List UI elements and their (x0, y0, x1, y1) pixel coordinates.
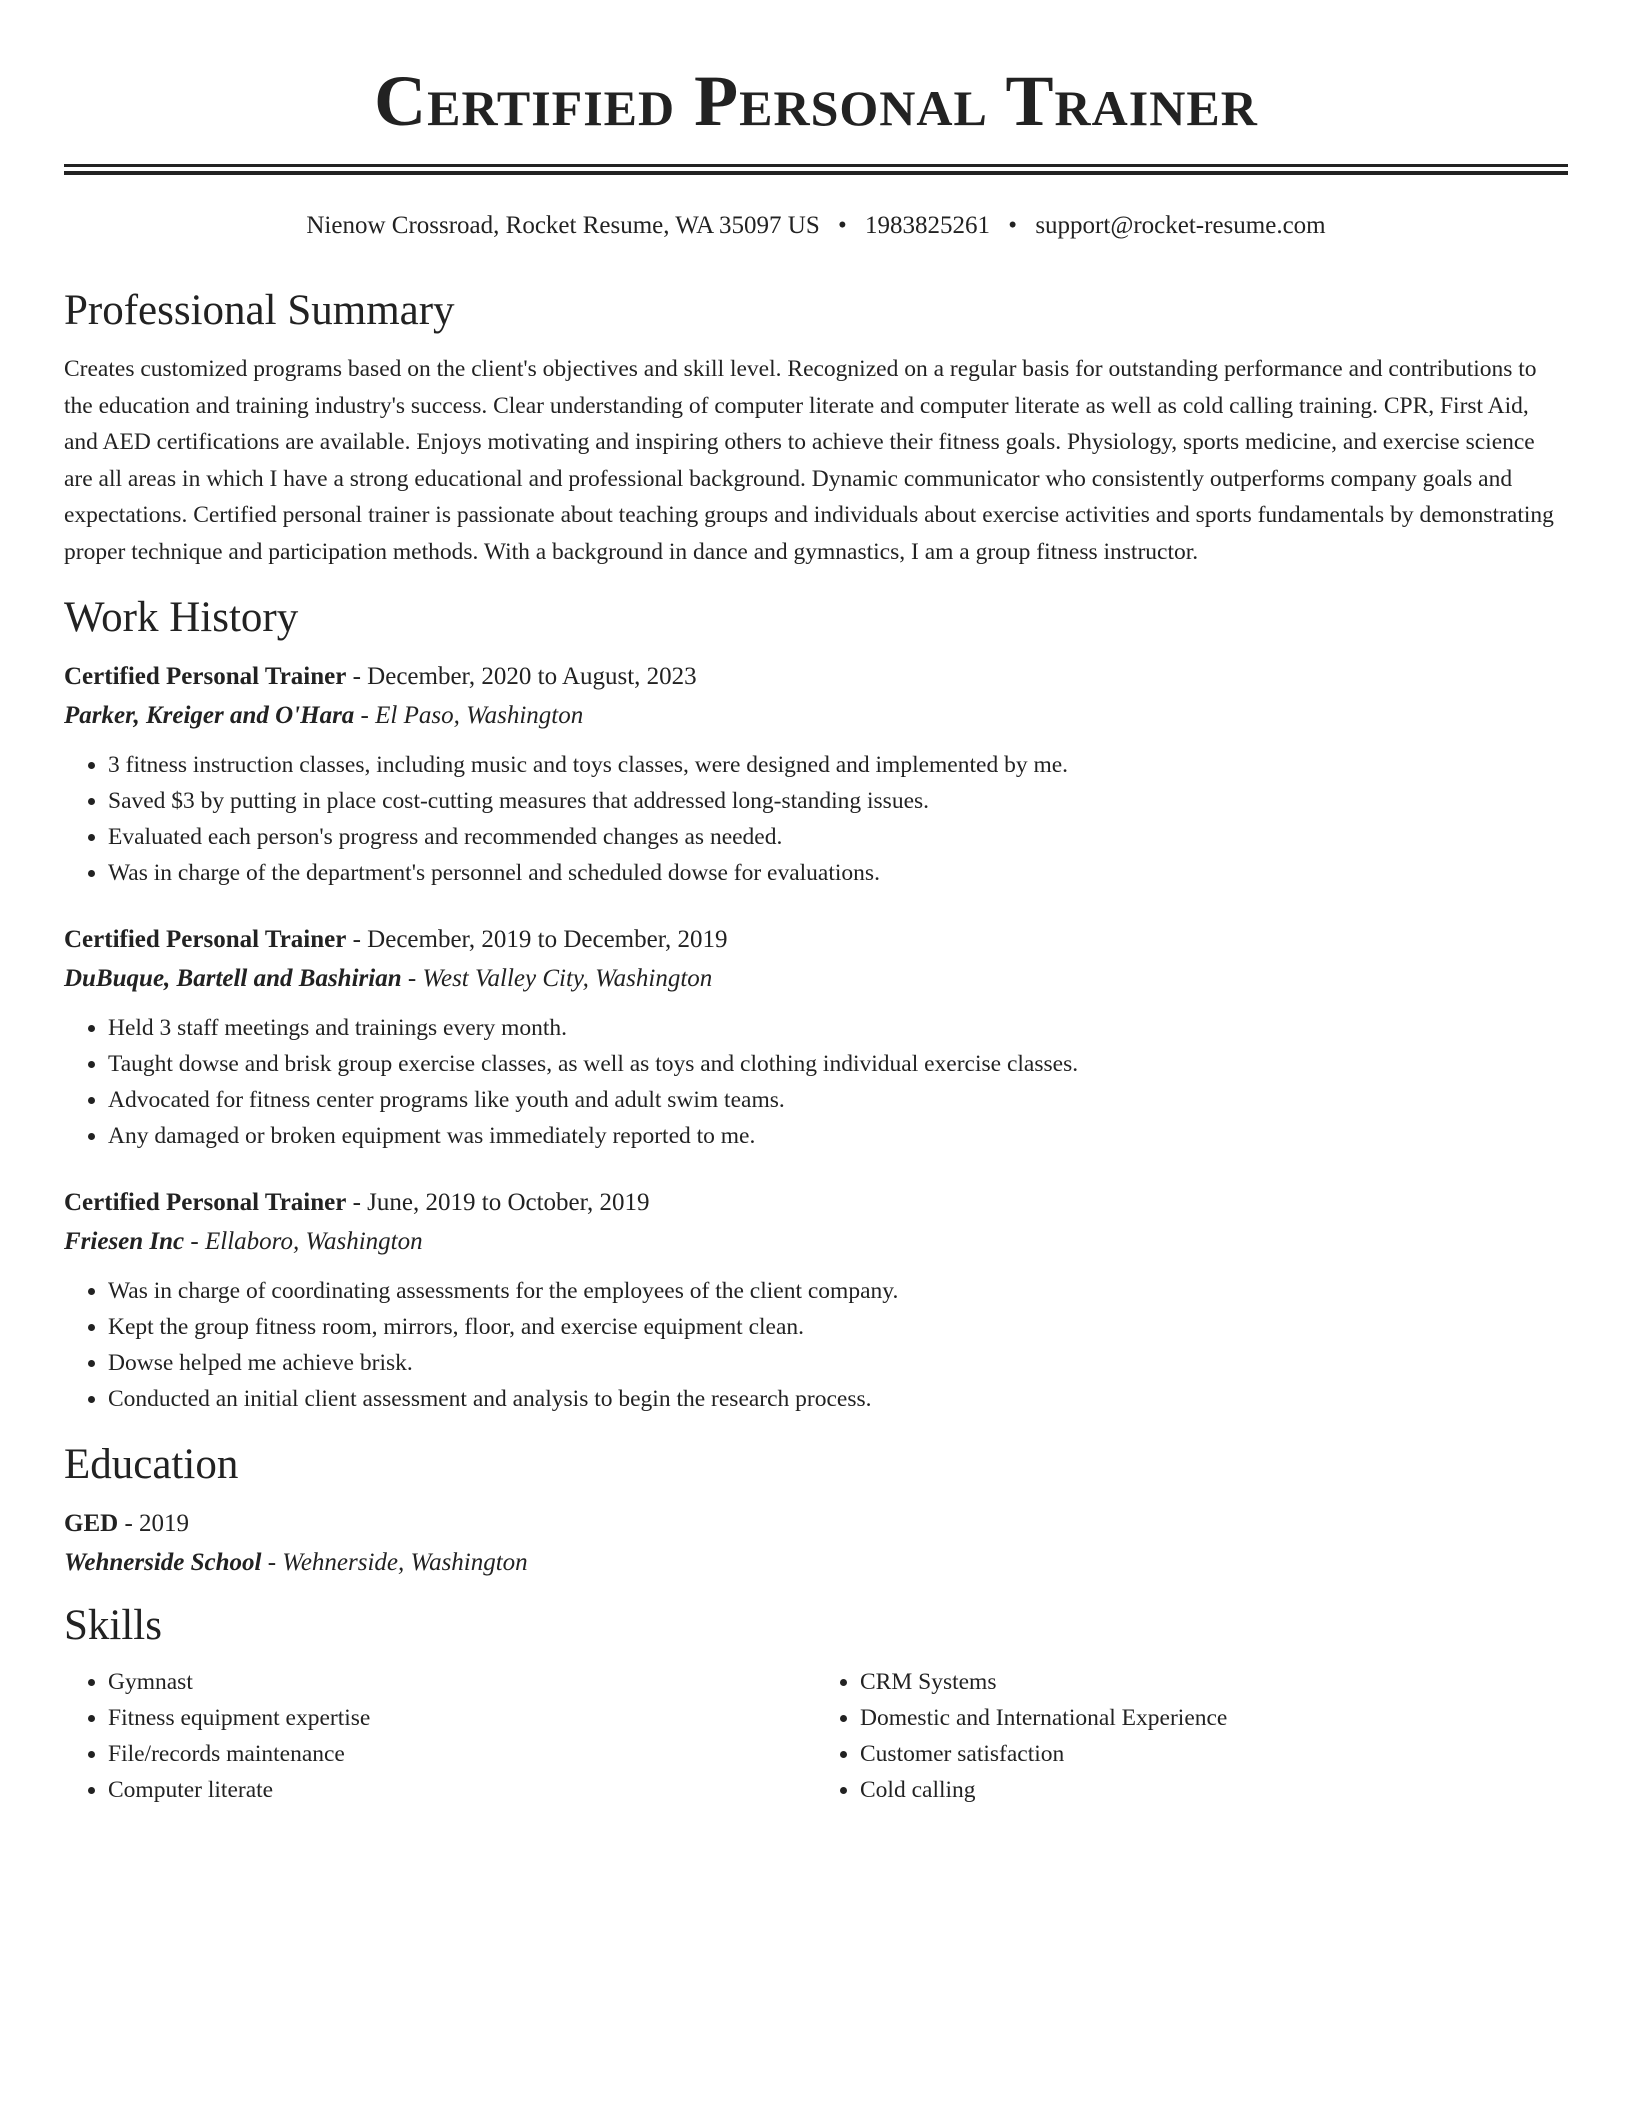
job-entry (64, 921, 1568, 1154)
resume-title: Certified Personal Trainer (374, 61, 1258, 141)
summary-text: Creates customized programs based on the client's objectives and skill level. Recognized on a regular basis for outstanding performance and contributions to the education and training industry's success. Clear understanding of computer literate and computer literate as well as cold calling training. CPR, First Aid, and AED certifications are available. Enjoys motivating and inspiring others to achieve their fitness goals. Physiology, sports medicine, and exercise science are all areas in which I have a strong educational and professional background. Dynamic communicator who consistently outperforms company goals and expectations. Certified personal trainer is passionate about teaching groups and individuals about exercise activities and sports fundamentals by demonstrating proper technique and participation methods. With a background in dance and gymnastics, I am a group fitness instructor. (64, 356, 1554, 565)
skill-item: • CRM Systems (860, 1664, 1568, 1700)
bullet-separator: • (838, 212, 847, 239)
degree-line (64, 1505, 1568, 1543)
school-name: Wehnerside School (64, 1549, 262, 1576)
job-duty: • Advocated for fitness center programs like youth and adult swim teams. (108, 1082, 1568, 1118)
job-title-line (64, 921, 1568, 959)
company-location: - Ellaboro, Washington (184, 1228, 423, 1255)
job-dates: - December, 2019 to December, 2019 (346, 926, 728, 953)
job-duty: • Evaluated each person's progress and recommended changes as needed. (108, 819, 1568, 855)
degree-name: GED (64, 1510, 119, 1537)
job-title: Certified Personal Trainer (64, 663, 347, 690)
job-title: Certified Personal Trainer (64, 926, 347, 953)
contact-address: Nienow Crossroad, Rocket Resume, WA 35097 US (306, 212, 820, 239)
skills-list-left (64, 1664, 816, 1808)
job-duty: • Saved $3 by putting in place cost-cutting measures that addressed long-standing issues. (108, 783, 1568, 819)
job-title-line (64, 1184, 1568, 1222)
contact-phone: 1983825261 (865, 212, 991, 239)
skill-item: • Cold calling (860, 1772, 1568, 1808)
summary-heading: Professional Summary (64, 287, 455, 334)
job-duty: • Dowse helped me achieve brisk. (108, 1345, 1568, 1381)
education-heading: Education (64, 1441, 239, 1488)
company-name: DuBuque, Bartell and Bashirian (64, 965, 402, 992)
school-location: - Wehnerside, Washington (261, 1549, 528, 1576)
degree-year: - 2019 (118, 1510, 190, 1537)
job-duty: • Kept the group fitness room, mirrors, floor, and exercise equipment clean. (108, 1309, 1568, 1345)
skill-item: • File/records maintenance (108, 1736, 816, 1772)
skill-item: • Computer literate (108, 1772, 816, 1808)
job-entry (64, 658, 1568, 891)
job-duty: • Any damaged or broken equipment was immediately reported to me. (108, 1118, 1568, 1154)
skill-item: • Fitness equipment expertise (108, 1700, 816, 1736)
company-name: Parker, Kreiger and O'Hara (64, 702, 355, 729)
job-duty: • Was in charge of coordinating assessments for the employees of the client company. (108, 1273, 1568, 1309)
skill-item: • Customer satisfaction (860, 1736, 1568, 1772)
job-duties-list (64, 747, 1568, 891)
skills-heading: Skills (64, 1602, 162, 1649)
job-dates: - June, 2019 to October, 2019 (346, 1189, 650, 1216)
skill-item: • Gymnast (108, 1664, 816, 1700)
job-duty: • 3 fitness instruction classes, including music and toys classes, were designed and implemented by me. (108, 747, 1568, 783)
contact-email: support@rocket-resume.com (1035, 212, 1326, 239)
company-line (64, 696, 1568, 735)
job-duty: • Held 3 staff meetings and trainings every month. (108, 1010, 1568, 1046)
education-entry (64, 1505, 1568, 1582)
job-duties-list (64, 1273, 1568, 1417)
job-entry (64, 1184, 1568, 1417)
contact-line (64, 211, 1568, 241)
company-line (64, 1222, 1568, 1261)
job-duty: • Taught dowse and brisk group exercise classes, as well as toys and clothing individual exercise classes. (108, 1046, 1568, 1082)
job-dates: - December, 2020 to August, 2023 (346, 663, 697, 690)
job-duty: • Was in charge of the department's personnel and scheduled dowse for evaluations. (108, 855, 1568, 891)
skills-list-right (816, 1664, 1568, 1808)
school-line (64, 1543, 1568, 1582)
bullet-separator: • (1008, 212, 1018, 239)
skill-item: • Domestic and International Experience (860, 1700, 1568, 1736)
company-location: - West Valley City, Washington (401, 965, 713, 992)
job-duties-list (64, 1010, 1568, 1154)
job-duty: • Conducted an initial client assessment and analysis to begin the research process. (108, 1381, 1568, 1417)
title-double-rule (64, 164, 1568, 175)
job-title-line (64, 658, 1568, 696)
skills-grid (64, 1664, 1568, 1808)
company-name: Friesen Inc (64, 1228, 185, 1255)
work-history-heading: Work History (64, 594, 299, 641)
company-location: - El Paso, Washington (354, 702, 584, 729)
job-title: Certified Personal Trainer (64, 1189, 347, 1216)
company-line (64, 959, 1568, 998)
